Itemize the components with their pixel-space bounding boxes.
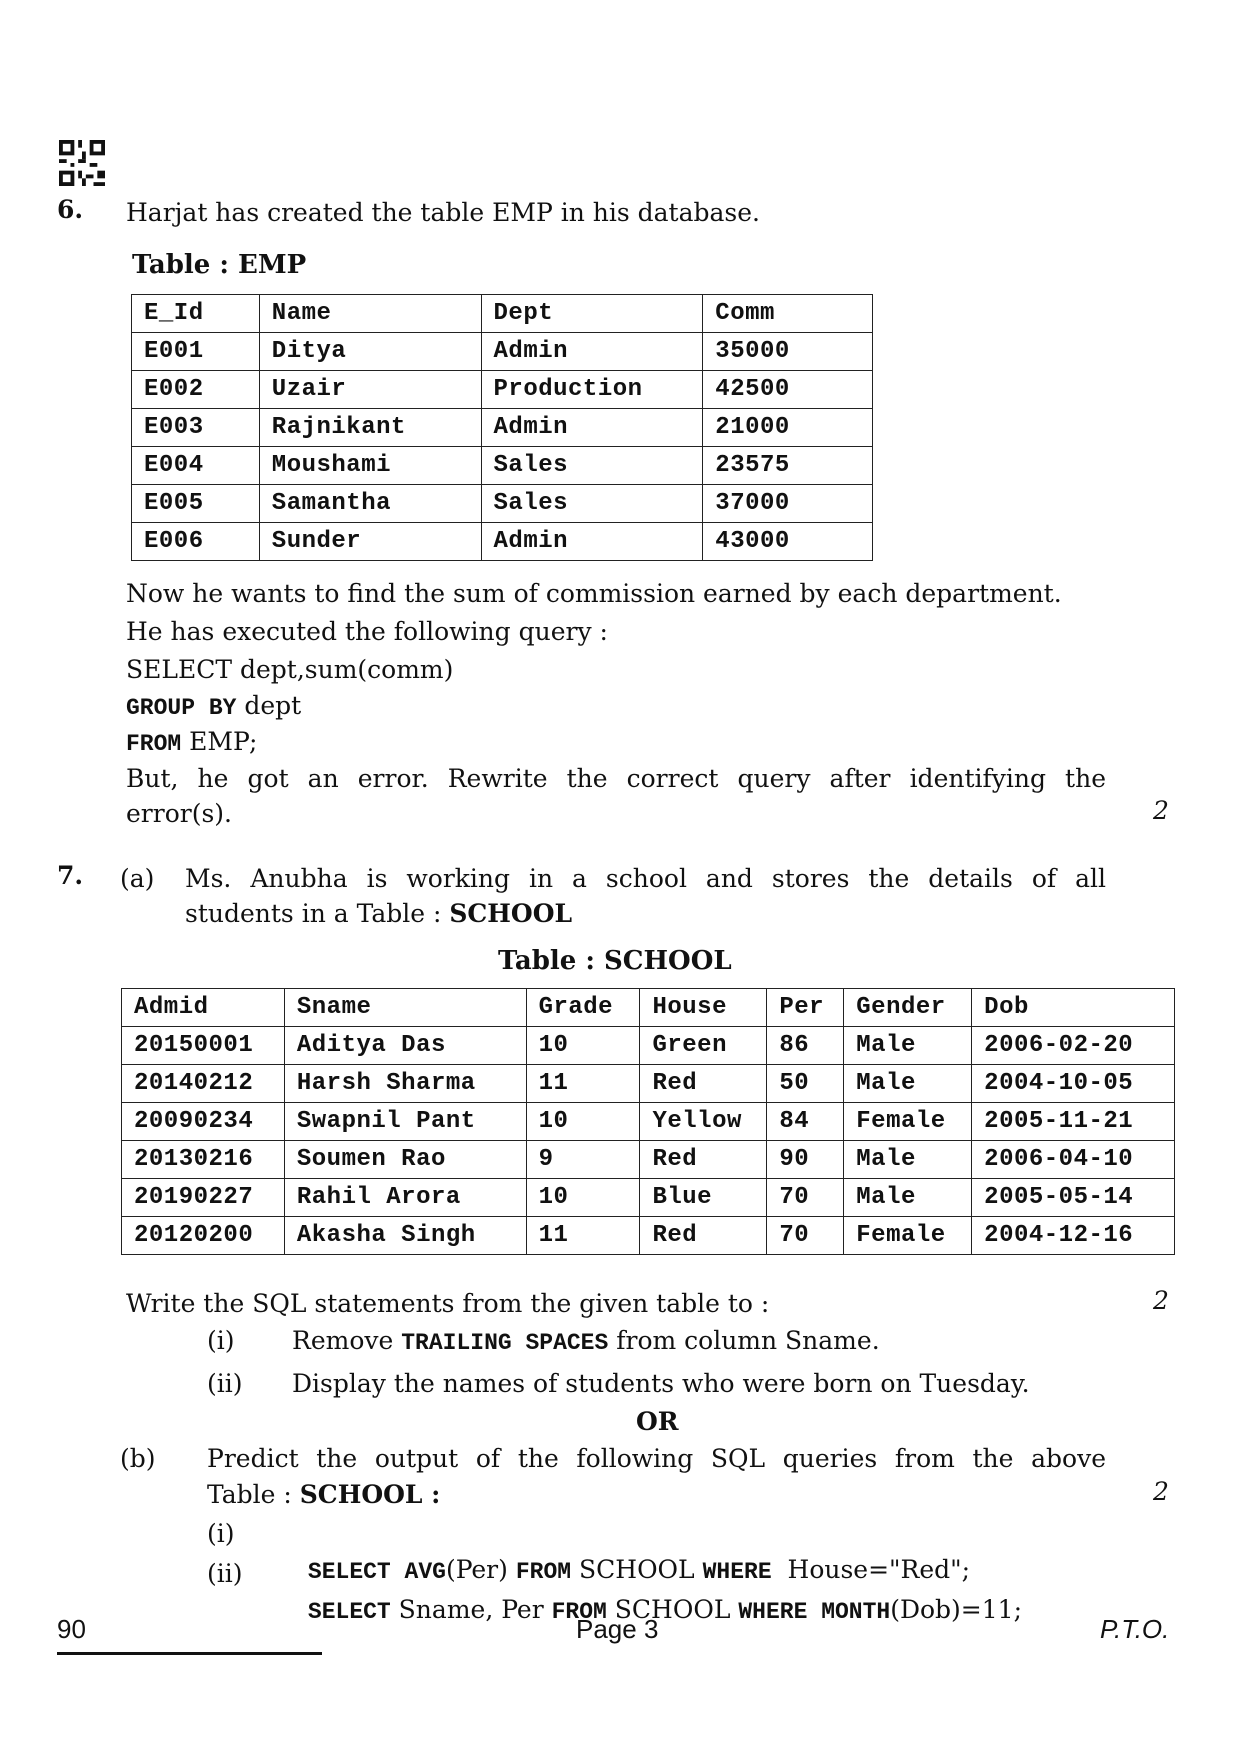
- part-b-i-text2: SCHOOL: [571, 1555, 703, 1584]
- school-cell: Female: [844, 1103, 972, 1141]
- emp-cell: 35000: [703, 333, 873, 371]
- part-a-line2: [185, 896, 572, 932]
- emp-cell: E001: [132, 333, 260, 371]
- school-cell: 2006-04-10: [972, 1141, 1175, 1179]
- school-cell: 10: [526, 1103, 640, 1141]
- part-a-line2-text: students in a Table :: [185, 899, 450, 928]
- from-keyword: FROM: [126, 731, 182, 757]
- school-cell: 11: [526, 1217, 640, 1255]
- school-cell: Swapnil Pant: [284, 1103, 526, 1141]
- school-table-row: [122, 1217, 1175, 1255]
- emp-cell: 21000: [703, 409, 873, 447]
- school-cell: 50: [767, 1065, 844, 1103]
- or-separator: OR: [636, 1407, 679, 1436]
- part-a-line1: Ms. Anubha is working in a school and stores the details of all: [185, 864, 1106, 893]
- where-keyword: WHERE: [702, 1559, 772, 1585]
- trailing-spaces-keyword: TRAILING SPACES: [401, 1330, 609, 1356]
- emp-cell: Name: [259, 295, 481, 333]
- part-b-line1: Predict the output of the following SQL queries from the above: [207, 1444, 1106, 1473]
- part-a-i-label: (i): [207, 1326, 235, 1355]
- group-by-keyword: GROUP BY: [126, 695, 237, 721]
- emp-table-row: [132, 447, 873, 485]
- school-cell: 2004-12-16: [972, 1217, 1175, 1255]
- emp-table-row: [132, 409, 873, 447]
- school-cell: Dob: [972, 989, 1175, 1027]
- emp-table-row: [132, 371, 873, 409]
- footer-code: 90: [57, 1614, 86, 1644]
- emp-cell: Sunder: [259, 523, 481, 561]
- part-b-ii-label: (ii): [207, 1559, 243, 1588]
- from-keyword: FROM: [551, 1599, 607, 1625]
- question-6-marks: 2: [1153, 796, 1169, 825]
- qr-code-icon: [58, 140, 106, 190]
- school-cell: 2006-02-20: [972, 1027, 1175, 1065]
- school-table-row: [122, 1103, 1175, 1141]
- where-month-keyword: WHERE MONTH: [738, 1599, 891, 1625]
- emp-cell: Production: [481, 371, 703, 409]
- school-cell: Female: [844, 1217, 972, 1255]
- footer-rule: [57, 1652, 322, 1655]
- part-a-i-pre: Remove: [292, 1326, 402, 1355]
- part-b-label: (b): [120, 1444, 156, 1473]
- emp-cell: Samantha: [259, 485, 481, 523]
- emp-cell: Admin: [481, 333, 703, 371]
- emp-cell: 37000: [703, 485, 873, 523]
- school-cell: 70: [767, 1217, 844, 1255]
- part-a-marks: 2: [1153, 1286, 1169, 1315]
- question-6-error-line2: error(s).: [126, 799, 232, 828]
- question-6-number: 6.: [57, 195, 84, 224]
- school-cell: 20140212: [122, 1065, 285, 1103]
- school-cell: Red: [640, 1217, 767, 1255]
- school-cell: 2005-05-14: [972, 1179, 1175, 1217]
- school-cell: 70: [767, 1179, 844, 1217]
- emp-cell: E006: [132, 523, 260, 561]
- school-cell: Red: [640, 1065, 767, 1103]
- school-cell: Green: [640, 1027, 767, 1065]
- school-cell: Aditya Das: [284, 1027, 526, 1065]
- emp-cell: Uzair: [259, 371, 481, 409]
- question-6-intro: Harjat has created the table EMP in his database.: [126, 198, 760, 227]
- school-table-row: [122, 1179, 1175, 1217]
- school-cell: 20090234: [122, 1103, 285, 1141]
- part-a-ii-label: (ii): [207, 1369, 243, 1398]
- school-cell: 86: [767, 1027, 844, 1065]
- emp-cell: E005: [132, 485, 260, 523]
- school-cell: Grade: [526, 989, 640, 1027]
- school-cell: 2004-10-05: [972, 1065, 1175, 1103]
- school-cell: Male: [844, 1065, 972, 1103]
- school-cell: Sname: [284, 989, 526, 1027]
- part-b-line2: [207, 1477, 440, 1513]
- part-b-ii-text3: (Dob)=11;: [890, 1595, 1022, 1624]
- school-cell: Male: [844, 1141, 972, 1179]
- question-6-line2: He has executed the following query :: [126, 617, 608, 646]
- school-cell: Gender: [844, 989, 972, 1027]
- emp-cell: 42500: [703, 371, 873, 409]
- school-table-row: [122, 1141, 1175, 1179]
- school-cell: 11: [526, 1065, 640, 1103]
- question-6-line1: Now he wants to find the sum of commission earned by each department.: [126, 579, 1062, 608]
- emp-cell: Admin: [481, 523, 703, 561]
- school-table-row: [122, 1027, 1175, 1065]
- school-cell: Male: [844, 1027, 972, 1065]
- school-cell: Akasha Singh: [284, 1217, 526, 1255]
- part-b-marks: 2: [1153, 1477, 1169, 1506]
- school-cell: 20120200: [122, 1217, 285, 1255]
- school-cell: Blue: [640, 1179, 767, 1217]
- school-cell: Rahil Arora: [284, 1179, 526, 1217]
- part-b-table-name: SCHOOL :: [299, 1480, 441, 1509]
- school-cell: 10: [526, 1179, 640, 1217]
- query-line-3-rest: EMP;: [181, 727, 258, 756]
- emp-cell: E004: [132, 447, 260, 485]
- school-cell: Harsh Sharma: [284, 1065, 526, 1103]
- emp-cell: Comm: [703, 295, 873, 333]
- school-cell: 10: [526, 1027, 640, 1065]
- footer-page: Page 3: [576, 1614, 659, 1644]
- school-table: [121, 988, 1175, 1255]
- emp-cell: Sales: [481, 447, 703, 485]
- question-6-error-line1: But, he got an error. Rewrite the correct query after identifying the: [126, 764, 1106, 793]
- part-b-line2-text: Table :: [207, 1480, 300, 1509]
- school-cell: 2005-11-21: [972, 1103, 1175, 1141]
- from-keyword: FROM: [515, 1559, 572, 1585]
- school-cell: Red: [640, 1141, 767, 1179]
- question-7-number: 7.: [57, 861, 84, 890]
- emp-table-caption: Table : EMP: [132, 250, 307, 280]
- emp-cell: Admin: [481, 409, 703, 447]
- school-cell: Admid: [122, 989, 285, 1027]
- emp-cell: Sales: [481, 485, 703, 523]
- part-b-i-text3: House="Red";: [771, 1555, 971, 1584]
- school-cell: 84: [767, 1103, 844, 1141]
- part-b-ii-text2: SCHOOL: [606, 1595, 739, 1624]
- school-cell: Soumen Rao: [284, 1141, 526, 1179]
- part-a-table-name: SCHOOL: [449, 899, 573, 928]
- emp-cell: E_Id: [132, 295, 260, 333]
- school-cell: 9: [526, 1141, 640, 1179]
- part-a-label: (a): [120, 864, 155, 893]
- emp-cell: Moushami: [259, 447, 481, 485]
- emp-table-row: [132, 485, 873, 523]
- part-a-ii-text: Display the names of students who were born on Tuesday.: [292, 1369, 1030, 1398]
- footer-pto: P.T.O.: [1100, 1614, 1170, 1644]
- school-cell: House: [640, 989, 767, 1027]
- query-line-3: [126, 724, 257, 762]
- part-a-i-text: [292, 1323, 880, 1361]
- emp-cell: E002: [132, 371, 260, 409]
- select-keyword: SELECT: [307, 1599, 391, 1625]
- emp-table-row: [132, 333, 873, 371]
- school-cell: 20150001: [122, 1027, 285, 1065]
- emp-cell: 23575: [703, 447, 873, 485]
- emp-table-row: [132, 523, 873, 561]
- emp-cell: Dept: [481, 295, 703, 333]
- emp-table: [131, 294, 873, 561]
- school-cell: 20190227: [122, 1179, 285, 1217]
- school-cell: Per: [767, 989, 844, 1027]
- query-line-2: [126, 688, 301, 726]
- emp-cell: E003: [132, 409, 260, 447]
- emp-cell: 43000: [703, 523, 873, 561]
- school-cell: Yellow: [640, 1103, 767, 1141]
- school-cell: 20130216: [122, 1141, 285, 1179]
- part-b-ii-text1: Sname, Per: [390, 1595, 552, 1624]
- school-cell: 90: [767, 1141, 844, 1179]
- part-b-i-label: (i): [207, 1519, 235, 1548]
- part-b-i-text1: (Per): [445, 1555, 516, 1584]
- school-header-row: [122, 989, 1175, 1027]
- school-table-caption: Table : SCHOOL: [498, 946, 732, 976]
- school-table-row: [122, 1065, 1175, 1103]
- emp-cell: Rajnikant: [259, 409, 481, 447]
- select-avg-keyword: SELECT AVG: [307, 1559, 446, 1585]
- emp-cell: Ditya: [259, 333, 481, 371]
- emp-header-row: [132, 295, 873, 333]
- part-a-i-post: from column Sname.: [608, 1326, 880, 1355]
- write-sql-line: Write the SQL statements from the given table to :: [126, 1289, 770, 1318]
- query-line-1: SELECT dept,sum(comm): [126, 655, 454, 684]
- school-cell: Male: [844, 1179, 972, 1217]
- query-line-2-rest: dept: [236, 691, 302, 720]
